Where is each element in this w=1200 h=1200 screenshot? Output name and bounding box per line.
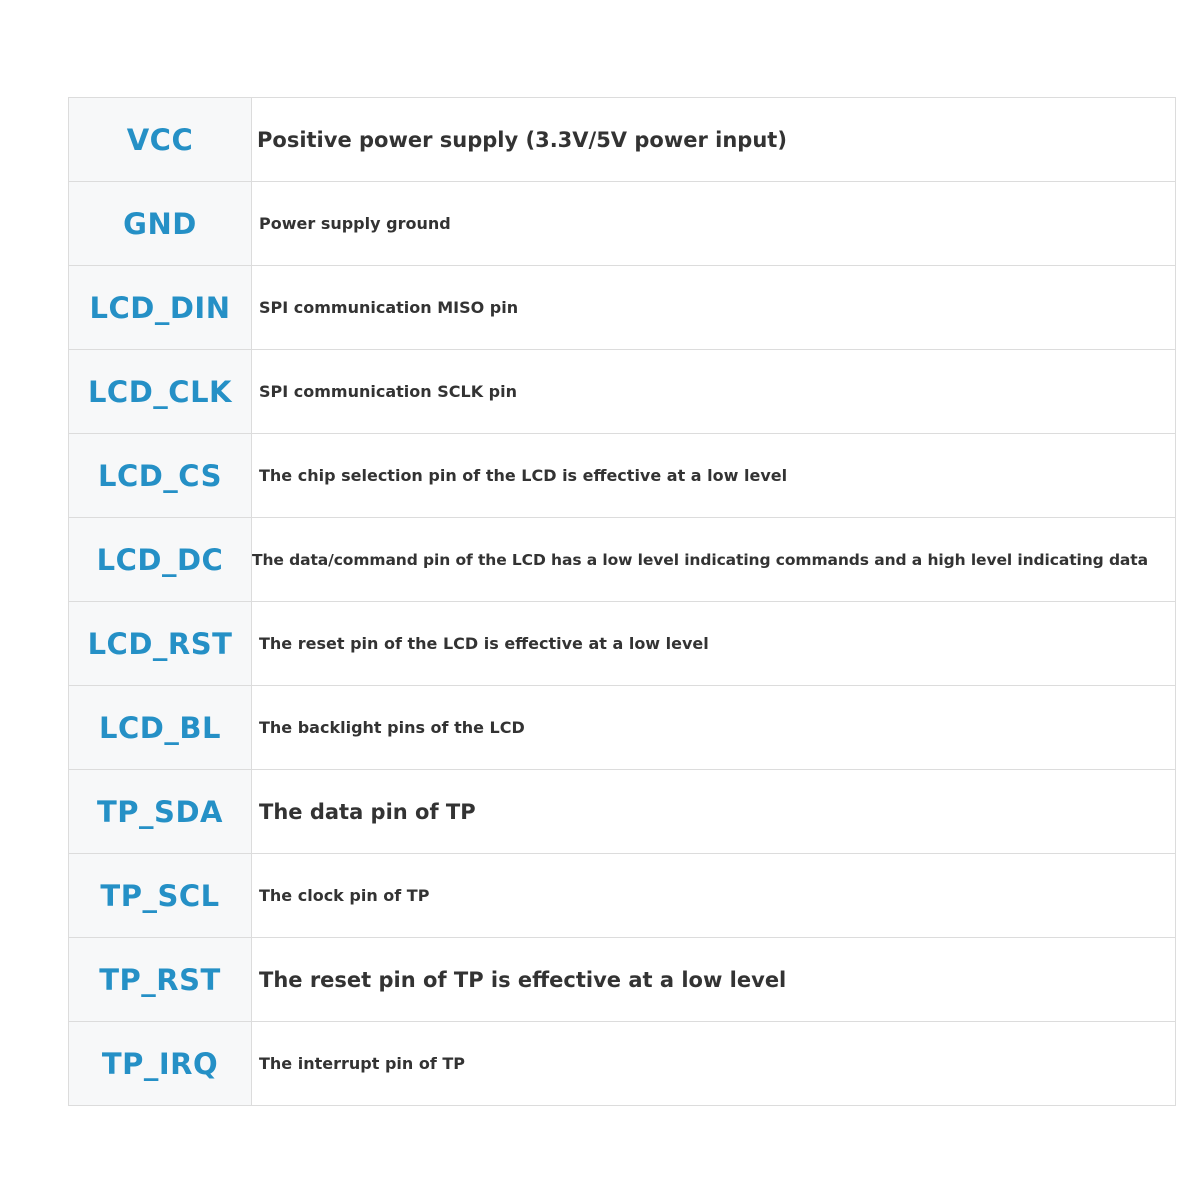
pin-description: Positive power supply (3.3V/5V power input) [252, 98, 1176, 182]
pin-description: The backlight pins of the LCD [252, 686, 1176, 770]
pin-name: GND [69, 182, 252, 266]
table-row [69, 686, 1176, 770]
pin-description: The reset pin of TP is effective at a low level [252, 938, 1176, 1022]
table-row [69, 602, 1176, 686]
table-row [69, 518, 1176, 602]
table-row [69, 434, 1176, 518]
pin-description: The reset pin of the LCD is effective at a low level [252, 602, 1176, 686]
pin-name: LCD_RST [69, 602, 252, 686]
pin-name: TP_SDA [69, 770, 252, 854]
pin-description: The chip selection pin of the LCD is effective at a low level [252, 434, 1176, 518]
table-row [69, 1022, 1176, 1106]
pin-name: LCD_DIN [69, 266, 252, 350]
pin-name: TP_IRQ [69, 1022, 252, 1106]
pin-description: The data pin of TP [252, 770, 1176, 854]
pin-name: LCD_CLK [69, 350, 252, 434]
pin-description: The data/command pin of the LCD has a low level indicating commands and a high level indicating data [252, 518, 1176, 602]
table-row [69, 350, 1176, 434]
table-row [69, 938, 1176, 1022]
pin-description: The interrupt pin of TP [252, 1022, 1176, 1106]
pin-name: VCC [69, 98, 252, 182]
pin-name: LCD_CS [69, 434, 252, 518]
table-row [69, 770, 1176, 854]
pin-definition-table [68, 97, 1176, 1106]
pin-name: TP_RST [69, 938, 252, 1022]
pin-description: SPI communication SCLK pin [252, 350, 1176, 434]
pin-description: The clock pin of TP [252, 854, 1176, 938]
pin-name: LCD_DC [69, 518, 252, 602]
pin-name: LCD_BL [69, 686, 252, 770]
pin-name: TP_SCL [69, 854, 252, 938]
pin-description: Power supply ground [252, 182, 1176, 266]
table-row [69, 266, 1176, 350]
table-row [69, 98, 1176, 182]
pin-description: SPI communication MISO pin [252, 266, 1176, 350]
table-row [69, 182, 1176, 266]
table-row [69, 854, 1176, 938]
